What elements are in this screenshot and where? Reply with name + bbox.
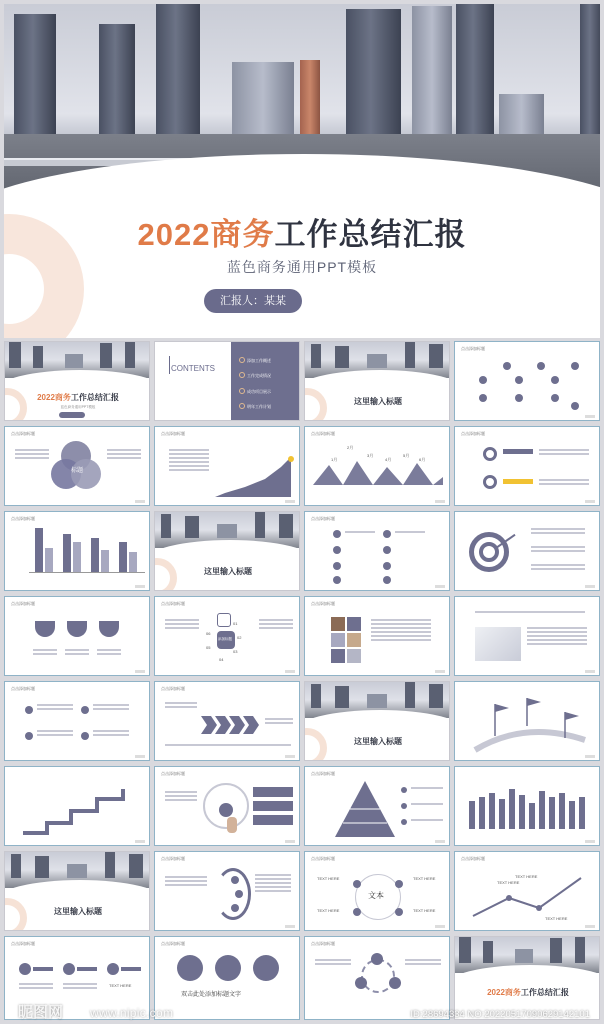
contents-item-3: 成功项目展示: [247, 389, 271, 394]
slide-header: 点击添加标题: [311, 601, 335, 606]
slide-header: 点击添加标题: [311, 941, 335, 946]
stairs-icon: [21, 787, 141, 837]
thumbnail-icon-list[interactable]: [304, 511, 450, 591]
thumbnail-four-points[interactable]: [4, 681, 150, 761]
slide-header: 点击添加标题: [461, 346, 485, 351]
section-title: 这里输入标题: [54, 907, 102, 916]
hex-06: 06: [206, 631, 211, 636]
hero-title: [4, 209, 600, 254]
thumbnail-growth[interactable]: [154, 426, 300, 506]
month-3: 3月: [367, 453, 374, 458]
watermark-logo: 昵图网: [18, 1004, 64, 1021]
section-title: 这里输入标题: [354, 737, 402, 746]
flag-path-icon: [465, 690, 595, 756]
hex-03: 03: [233, 649, 238, 654]
slide-header: 点击添加标题: [11, 516, 35, 521]
text-here-3: TEXT HERE: [317, 908, 340, 913]
month-6: 6月: [419, 457, 426, 462]
thumbnail-section-3[interactable]: [304, 681, 450, 761]
contents-heading: CONTENTS: [171, 364, 215, 373]
section-title: 这里输入标题: [354, 397, 402, 406]
thumbnail-section-4[interactable]: [4, 851, 150, 931]
section-title: 这里输入标题: [204, 567, 252, 576]
slide-header: 点击添加标题: [161, 601, 185, 606]
chevron-arrows-icon: [201, 716, 263, 734]
thumb-subtitle: 蓝色商务通用PPT模板: [60, 405, 96, 409]
thumbnail-hexagons[interactable]: [154, 596, 300, 676]
thumbnail-search[interactable]: [454, 426, 600, 506]
hero-slide[interactable]: [4, 4, 600, 338]
thumbnail-trend-line[interactable]: [454, 851, 600, 931]
slide-header: 点击添加标题: [461, 431, 485, 436]
pyramid-icon: [335, 781, 395, 837]
hex-01: 01: [233, 621, 238, 626]
trophy-icon: [35, 621, 55, 637]
hero-title-rest: 工作总结汇报: [274, 217, 467, 252]
text-here-1: TEXT HERE: [317, 876, 340, 881]
month-2: 2月: [347, 445, 354, 450]
thumbnail-image-text[interactable]: [454, 596, 600, 676]
slide-header: 点击添加标题: [161, 431, 185, 436]
watermark-bar: [0, 1002, 604, 1024]
thumbnail-section-2[interactable]: [154, 511, 300, 591]
slide-header: 点击添加标题: [161, 771, 185, 776]
double-click-label: 双击此处添加标题文字: [181, 992, 242, 998]
month-4: 4月: [385, 457, 392, 462]
hex-05: 05: [206, 645, 211, 650]
thumbnail-arrows[interactable]: [154, 681, 300, 761]
text-here-1: TEXT HERE: [109, 983, 132, 988]
hero-title-accent: 2022商务: [137, 217, 275, 252]
thumbnail-stairs[interactable]: [4, 766, 150, 846]
growth-curve-icon: [215, 453, 295, 499]
contents-item-1: 添加工作概述: [247, 358, 271, 363]
reporter-pill: 汇报人：某某: [204, 289, 302, 313]
slide-header: 点击添加标题: [11, 601, 35, 606]
trend-line-icon: [469, 872, 589, 922]
text-here-4: TEXT HERE: [413, 908, 436, 913]
thumbnail-contents[interactable]: [154, 341, 300, 421]
thumbnail-target[interactable]: [454, 511, 600, 591]
text-here-2: TEXT HERE: [413, 876, 436, 881]
thumbnail-column-chart[interactable]: [454, 766, 600, 846]
hex-04: 04: [219, 657, 224, 662]
slide-header: 点击添加标题: [311, 771, 335, 776]
slide-header: 点击添加标题: [461, 856, 485, 861]
slide-header: 点击添加标题: [11, 431, 35, 436]
thumbnail-text-center[interactable]: [304, 851, 450, 931]
hex-02: 02: [237, 635, 242, 640]
thumb-title-rest: 工作总结汇报: [520, 988, 569, 997]
thumb-title-accent: 2022商务: [487, 988, 521, 997]
thumb-title-rest: 工作总结汇报: [70, 393, 119, 402]
text-here-1: TEXT HERE: [497, 880, 520, 885]
trophy-icon: [99, 621, 119, 637]
contents-item-4: 明年工作计划: [247, 404, 271, 409]
text-here-3: TEXT HERE: [545, 916, 568, 921]
watermark-id: ID:28694334 NO:20220517090629142101: [410, 1009, 590, 1020]
contents-item-2: 工作完成情况: [247, 373, 271, 378]
slide-header: 点击添加标题: [161, 686, 185, 691]
thumbnail-timeline[interactable]: [304, 426, 450, 506]
magnifier-icon: [483, 447, 497, 461]
thumbnail-venn[interactable]: [4, 426, 150, 506]
thumbnail-trophies[interactable]: [4, 596, 150, 676]
slide-header: 点击添加标题: [311, 516, 335, 521]
thumbnail-circle-steps[interactable]: [154, 851, 300, 931]
slide-header: 点击添加标题: [161, 941, 185, 946]
thumbnail-bar-chart[interactable]: [4, 511, 150, 591]
slide-header: 点击添加标题: [11, 686, 35, 691]
thumb-title-accent: 2022商务: [37, 393, 71, 402]
magnifier-icon: [483, 475, 497, 489]
hex-center-label: 添加标题: [218, 637, 232, 641]
text-center-label: 文本: [368, 891, 384, 900]
thumbnail-pyramid[interactable]: [304, 766, 450, 846]
watermark-url: www.nipic.com: [90, 1006, 174, 1020]
thumbnail-photo-grid[interactable]: [304, 596, 450, 676]
slide-header: 点击添加标题: [161, 856, 185, 861]
slide-header: 点击添加标题: [11, 941, 35, 946]
text-here-2: TEXT HERE: [515, 874, 538, 879]
month-5: 5月: [403, 453, 410, 458]
thumbnail-icon-grid[interactable]: [454, 341, 600, 421]
slide-header: 点击添加标题: [311, 431, 335, 436]
slide-header: 点击添加标题: [311, 856, 335, 861]
thumbnail-touch[interactable]: [154, 766, 300, 846]
trophy-icon: [67, 621, 87, 637]
month-1: 1月: [331, 457, 338, 462]
venn-center-label: 标题: [71, 468, 84, 474]
hero-subtitle: 蓝色商务通用PPT模板: [226, 259, 378, 275]
thumbnail-section-1[interactable]: [304, 341, 450, 421]
thumbnail-flags[interactable]: [454, 681, 600, 761]
thumbnail-cover[interactable]: [4, 341, 150, 421]
